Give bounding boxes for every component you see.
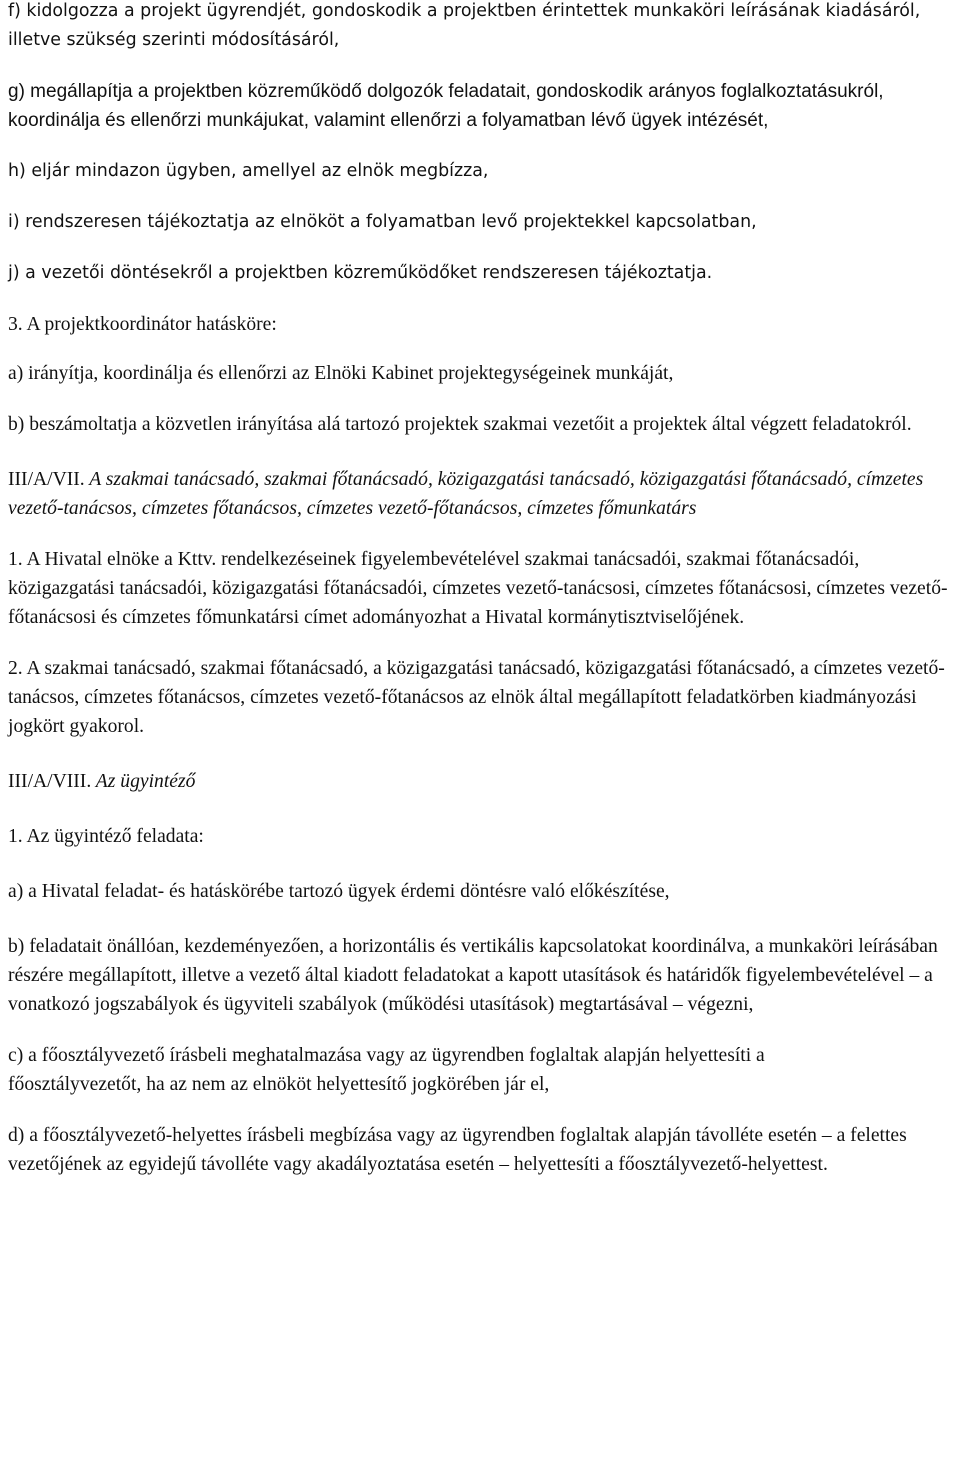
paragraph-duty-d: d) a főosztályvezető-helyettes írásbeli megbízása vagy az ügyrendben foglaltak alapján távolléte esetén – a felettes vezetőjének az egyidejű távolléte vagy akadályoztatása esetén – helyettesíti a főosztályvezető-helyettest. [8,1125,907,1175]
section-number: III/A/VIII. [8,771,92,792]
section-heading-viii [8,767,958,796]
section-title: Az ügyintéző [95,771,196,792]
section-number: III/A/VII. [8,469,85,490]
paragraph-item-h: h) eljár mindazon ügyben, amellyel az elnök megbízza, [8,161,489,181]
paragraph-signing-authority: 2. A szakmai tanácsadó, szakmai főtanácsadó, a közigazgatási tanácsadó, közigazgatási főtanácsadó, a címzetes vezető-tanácsos, címzetes főtanácsos, címzetes vezető-főtanácsos az elnök által megállapított feladatkörben kiadmányozási jogkört gyakorol. [8,658,945,737]
paragraph-item-i: i) rendszeresen tájékoztatja az elnököt a folyamatban levő projektekkel kapcsolatban, [8,212,757,232]
section-title: A szakmai tanácsadó, szakmai főtanácsadó, közigazgatási tanácsadó, közigazgatási főtanácsadó, címzetes vezető-tanácsos, címzetes főtanácsos, címzetes vezető-főtanácsos, címzetes főmunkatárs [8,469,924,519]
paragraph-duty-c: c) a főosztályvezető írásbeli meghatalmazása vagy az ügyrendben foglaltak alapján helyettesíti a főosztályvezetőt, ha az nem az elnököt helyettesítő jogkörében jár el, [8,1045,765,1095]
paragraph-duties-intro: 1. Az ügyintéző feladata: [8,826,204,847]
paragraph-item-f: f) kidolgozza a projekt ügyrendjét, gondoskodik a projektben érintettek munkaköri leírásának kiadásáról, illetve szükség szerinti módosításáról, [8,1,921,50]
paragraph-item-b: b) beszámoltatja a közvetlen irányítása alá tartozó projektek szakmai vezetőit a projektek által végzett feladatokról. [8,414,912,435]
paragraph-item-a: a) irányítja, koordinálja és ellenőrzi az Elnöki Kabinet projektegységeinek munkáját, [8,363,674,384]
paragraph-duty-a: a) a Hivatal feladat- és hatáskörébe tartozó ügyek érdemi döntésre való előkészítése, [8,881,670,902]
document-page [8,0,958,1201]
paragraph-duty-b: b) feladatait önállóan, kezdeményezően, a horizontális és vertikális kapcsolatokat koordinálva, a munkaköri leírásában részére megállapított, illetve a vezető által kiadott feladatokat a kapott utasítások és határidők figyelembevételével – a vonatkozó jogszabályok és ügyviteli szabályok (működési utasítások) megtartásával – végezni, [8,936,938,1015]
paragraph-item-g: g) megállapítja a projektben közreműködő dolgozók feladatait, gondoskodik arányos foglalkoztatásukról, koordinálja és ellenőrzi munkájukat, valamint ellenőrzi a folyamatban lévő ügyek intézését, [8,81,884,131]
section-heading-vii [8,465,958,523]
paragraph-item-j: j) a vezetői döntésekről a projektben közreműködőket rendszeresen tájékoztatja. [8,263,713,283]
paragraph-section-3: 3. A projektkoordinátor hatásköre: [8,314,277,335]
paragraph-title-grant: 1. A Hivatal elnöke a Kttv. rendelkezéseinek figyelembevételével szakmai tanácsadói, szakmai főtanácsadói, közigazgatási tanácsadói, közigazgatási főtanácsadói, címzetes vezető-tanácsosi, címzetes főtanácsosi, címzetes vezető-főtanácsosi és címzetes főmunkatársi címet adományozhat a Hivatal kormánytisztviselőjének. [8,549,948,628]
